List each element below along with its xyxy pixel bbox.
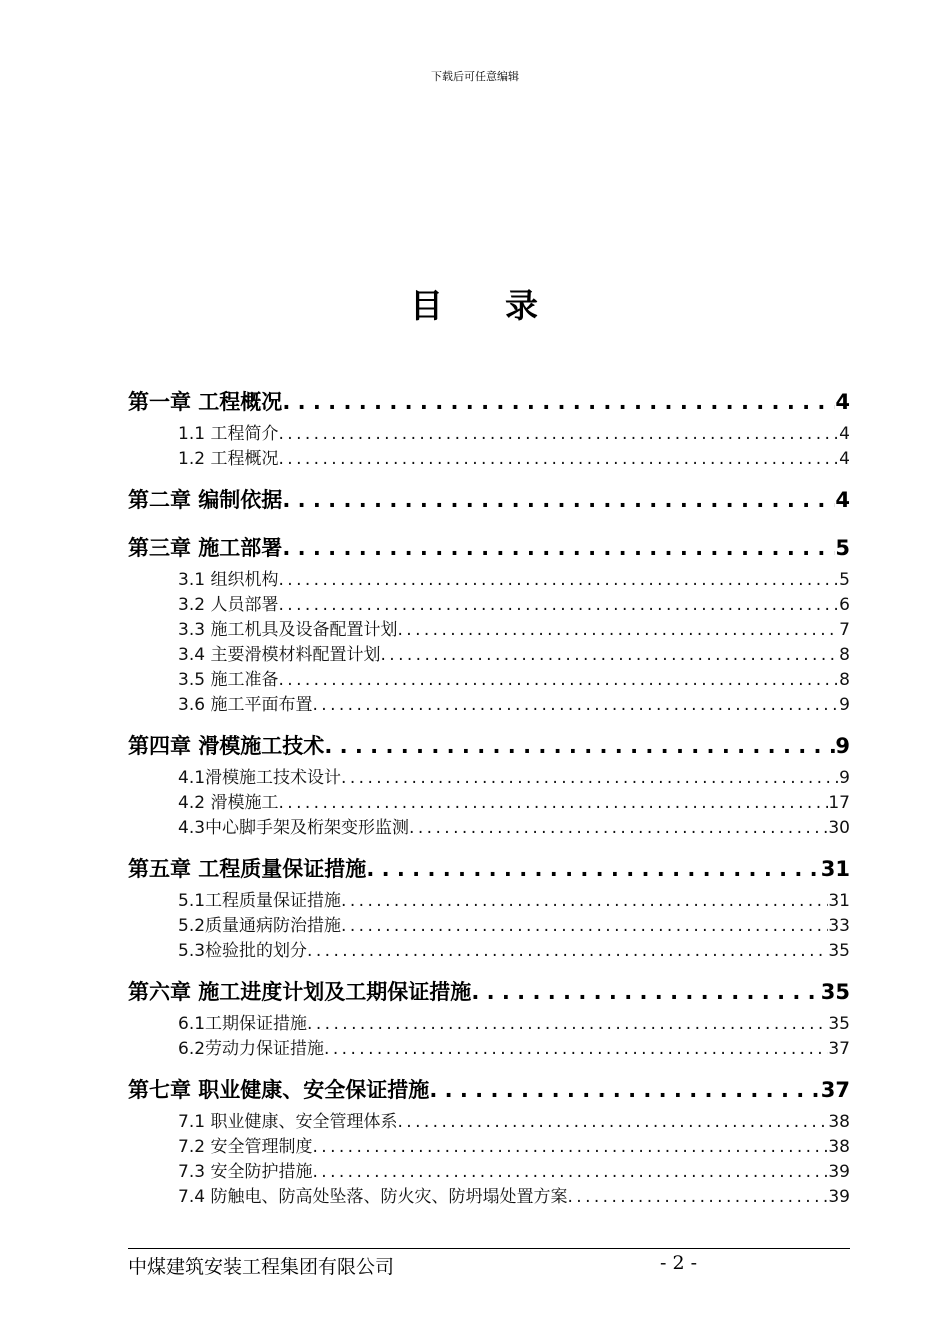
- toc-entry-page: 4: [835, 488, 850, 512]
- toc-entry-page: 37: [828, 1039, 850, 1059]
- toc-entry-page: 4: [835, 390, 850, 414]
- toc-entry-page: 6: [839, 595, 850, 615]
- toc-dot-leader: [429, 1070, 820, 1110]
- toc-dot-leader: [282, 528, 835, 568]
- toc-dot-leader: [397, 1110, 828, 1135]
- toc-dot-leader: [278, 791, 828, 816]
- toc-entry-label: 4.1滑模施工技术设计: [178, 768, 342, 788]
- toc-entry-page: 9: [839, 695, 850, 715]
- toc-entry-page: 39: [828, 1187, 850, 1207]
- toc-entry-page: 35: [828, 941, 850, 961]
- toc-entry-label: 3.5 施工准备: [178, 670, 279, 690]
- toc-entry-label: 7.4 防触电、防高处坠落、防火灾、防坍塌处置方案: [178, 1187, 568, 1207]
- toc-dot-leader: [278, 568, 839, 593]
- toc-entry-page: 4: [839, 449, 850, 469]
- toc-entry-page: 38: [828, 1137, 850, 1157]
- toc-entry-label: 7.1 职业健康、安全管理体系: [178, 1112, 398, 1132]
- toc-entry-page: 37: [820, 1078, 850, 1102]
- toc-section-entry[interactable]: [128, 668, 850, 693]
- toc-entry-page: 38: [828, 1112, 850, 1132]
- toc-entry-label: 1.1 工程简介: [178, 424, 279, 444]
- toc-entry-label: 第一章 工程概况: [128, 390, 283, 414]
- toc-section-entry[interactable]: [128, 568, 850, 593]
- toc-dot-leader: [341, 766, 839, 791]
- toc-section-entry[interactable]: [128, 693, 850, 718]
- table-of-contents: [128, 382, 850, 1210]
- toc-entry-label: 3.1 组织机构: [178, 570, 279, 590]
- toc-dot-leader: [278, 422, 839, 447]
- toc-entry-label: 第五章 工程质量保证措施: [128, 857, 367, 881]
- toc-entry-label: 7.3 安全防护措施: [178, 1162, 313, 1182]
- toc-entry-label: 3.3 施工机具及设备配置计划: [178, 620, 398, 640]
- toc-entry-page: 9: [835, 734, 850, 758]
- toc-chapter-entry[interactable]: [128, 849, 850, 889]
- toc-entry-page: 17: [828, 793, 850, 813]
- toc-entry-label: 5.3检验批的划分: [178, 941, 308, 961]
- toc-entry-page: 30: [828, 818, 850, 838]
- toc-entry-page: 8: [839, 645, 850, 665]
- toc-entry-label: 3.2 人员部署: [178, 595, 279, 615]
- toc-dot-leader: [341, 914, 828, 939]
- toc-entry-page: 31: [828, 891, 850, 911]
- toc-dot-leader: [380, 643, 839, 668]
- toc-dot-leader: [397, 618, 839, 643]
- toc-dot-leader: [409, 816, 828, 841]
- toc-chapter-entry[interactable]: [128, 382, 850, 422]
- toc-dot-leader: [312, 1160, 828, 1185]
- toc-entry-label: 第四章 滑模施工技术: [128, 734, 325, 758]
- toc-entry-label: 4.3中心脚手架及桁架变形监测: [178, 818, 410, 838]
- toc-section-entry[interactable]: [128, 422, 850, 447]
- toc-entry-label: 3.4 主要滑模材料配置计划: [178, 645, 381, 665]
- toc-entry-page: 33: [828, 916, 850, 936]
- toc-entry-label: 6.1工期保证措施: [178, 1014, 308, 1034]
- toc-dot-leader: [282, 480, 835, 520]
- toc-section-entry[interactable]: [128, 939, 850, 964]
- footer-page-number: - 2 -: [660, 1252, 698, 1274]
- toc-entry-label: 第六章 施工进度计划及工期保证措施: [128, 980, 472, 1004]
- toc-dot-leader: [278, 668, 839, 693]
- toc-dot-leader: [324, 1037, 828, 1062]
- toc-section-entry[interactable]: [128, 816, 850, 841]
- toc-dot-leader: [341, 889, 828, 914]
- toc-dot-leader: [312, 1135, 828, 1160]
- toc-entry-page: 4: [839, 424, 850, 444]
- toc-entry-label: 7.2 安全管理制度: [178, 1137, 313, 1157]
- toc-entry-page: 31: [820, 857, 850, 881]
- toc-section-entry[interactable]: [128, 1012, 850, 1037]
- toc-entry-label: 第三章 施工部署: [128, 536, 283, 560]
- toc-chapter-entry[interactable]: [128, 480, 850, 520]
- toc-section-entry[interactable]: [128, 1110, 850, 1135]
- toc-section-entry[interactable]: [128, 791, 850, 816]
- toc-dot-leader: [567, 1185, 828, 1210]
- toc-chapter-entry[interactable]: [128, 528, 850, 568]
- toc-dot-leader: [307, 939, 828, 964]
- toc-chapter-entry[interactable]: [128, 972, 850, 1012]
- toc-section-entry[interactable]: [128, 1037, 850, 1062]
- toc-dot-leader: [471, 972, 820, 1012]
- toc-dot-leader: [324, 726, 835, 766]
- toc-dot-leader: [312, 693, 839, 718]
- header-note: 下载后可任意编辑: [431, 70, 519, 83]
- toc-section-entry[interactable]: [128, 618, 850, 643]
- toc-section-entry[interactable]: [128, 593, 850, 618]
- toc-section-entry[interactable]: [128, 1160, 850, 1185]
- toc-entry-page: 7: [839, 620, 850, 640]
- toc-section-entry[interactable]: [128, 1135, 850, 1160]
- toc-entry-page: 5: [835, 536, 850, 560]
- toc-section-entry[interactable]: [128, 914, 850, 939]
- page-title: [0, 280, 950, 327]
- toc-entry-label: 3.6 施工平面布置: [178, 695, 313, 715]
- toc-entry-label: 6.2劳动力保证措施: [178, 1039, 325, 1059]
- toc-entry-label: 第七章 职业健康、安全保证措施: [128, 1078, 430, 1102]
- toc-entry-page: 9: [839, 768, 850, 788]
- toc-entry-page: 39: [828, 1162, 850, 1182]
- toc-section-entry[interactable]: [128, 1185, 850, 1210]
- toc-entry-page: 5: [839, 570, 850, 590]
- toc-chapter-entry[interactable]: [128, 1070, 850, 1110]
- toc-entry-label: 4.2 滑模施工: [178, 793, 279, 813]
- toc-dot-leader: [282, 382, 835, 422]
- footer-company: 中煤建筑安装工程集团有限公司: [128, 1256, 395, 1278]
- toc-entry-label: 5.2质量通病防治措施: [178, 916, 342, 936]
- toc-dot-leader: [307, 1012, 828, 1037]
- toc-entry-label: 5.1工程质量保证措施: [178, 891, 342, 911]
- toc-section-entry[interactable]: [128, 889, 850, 914]
- toc-chapter-entry[interactable]: [128, 726, 850, 766]
- title-char-right: 录: [505, 286, 540, 325]
- title-char-left: 目: [410, 286, 445, 325]
- toc-section-entry[interactable]: [128, 447, 850, 472]
- footer-divider: [128, 1248, 850, 1249]
- toc-entry-page: 35: [828, 1014, 850, 1034]
- toc-entry-page: 35: [820, 980, 850, 1004]
- toc-dot-leader: [278, 447, 839, 472]
- toc-entry-page: 8: [839, 670, 850, 690]
- toc-section-entry[interactable]: [128, 643, 850, 668]
- toc-section-entry[interactable]: [128, 766, 850, 791]
- toc-entry-label: 第二章 编制依据: [128, 488, 283, 512]
- toc-dot-leader: [278, 593, 839, 618]
- toc-dot-leader: [366, 849, 820, 889]
- toc-entry-label: 1.2 工程概况: [178, 449, 279, 469]
